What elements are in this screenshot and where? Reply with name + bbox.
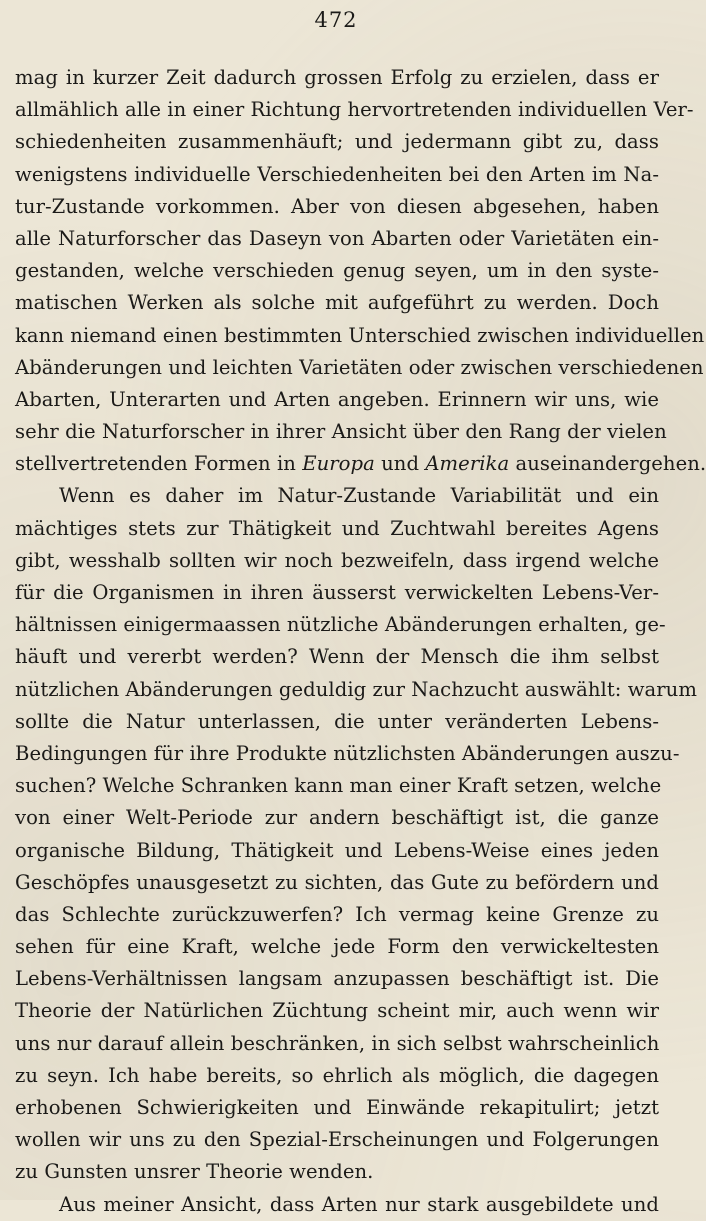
text-line: organische Bildung, Thätigkeit und Lebens-Weise eines jeden bbox=[15, 838, 659, 862]
italic-place-name: Amerika bbox=[425, 452, 510, 476]
text-line: Wenn es daher im Natur-Zustande Variabilität und ein bbox=[59, 484, 659, 508]
text-run: auseinandergehen. bbox=[509, 452, 706, 476]
paragraph-2 bbox=[15, 480, 697, 1188]
text-line: zu seyn. Ich habe bereits, so ehrlich als möglich, die dagegen bbox=[15, 1063, 659, 1087]
text-run: stellvertretenden Formen in bbox=[15, 452, 303, 476]
text-line: von einer Welt-Periode zur andern beschäftigt ist, die ganze bbox=[15, 806, 659, 830]
text-line: nützlichen Abänderungen geduldig zur Nachzucht auswählt: warum bbox=[15, 677, 697, 701]
text-run: und bbox=[374, 452, 426, 476]
text-line: wollen wir uns zu den Spezial-Erscheinungen und Folgerungen bbox=[15, 1128, 659, 1152]
text-line: hältnissen einigermaassen nützliche Abänderungen erhalten, ge- bbox=[15, 613, 666, 637]
paragraph-1 bbox=[15, 62, 706, 480]
paragraph-3 bbox=[15, 1189, 659, 1221]
text-line: Theorie der Natürlichen Züchtung scheint mir, auch wenn wir bbox=[15, 999, 659, 1023]
text-line: das Schlechte zurückzuwerfen? Ich vermag keine Grenze zu bbox=[15, 902, 659, 926]
text-line: sehr die Naturforscher in ihrer Ansicht über den Rang der vielen bbox=[15, 420, 667, 444]
text-line: häuft und vererbt werden? Wenn der Mensch die ihm selbst bbox=[15, 645, 659, 669]
text-line: schiedenheiten zusammenhäuft; und jedermann gibt zu, dass bbox=[15, 130, 659, 154]
text-line-final bbox=[15, 448, 706, 480]
text-line: Abänderungen und leichten Varietäten oder zwischen verschiedenen bbox=[15, 355, 704, 379]
text-line: Aus meiner Ansicht, dass Arten nur stark ausgebildete und bbox=[59, 1192, 659, 1216]
body-text bbox=[15, 62, 706, 1221]
text-line: gestanden, welche verschieden genug seyen, um in den syste- bbox=[15, 259, 659, 283]
text-line: zu Gunsten unsrer Theorie wenden. bbox=[15, 1160, 374, 1184]
italic-place-name: Europa bbox=[302, 452, 375, 476]
page-number: 472 bbox=[314, 8, 358, 32]
text-line: mächtiges stets zur Thätigkeit und Zuchtwahl bereites Agens bbox=[15, 516, 659, 540]
text-line: suchen? Welche Schranken kann man einer Kraft setzen, welche bbox=[15, 774, 662, 798]
text-line: gibt, wesshalb sollten wir noch bezweifeln, dass irgend welche bbox=[15, 548, 659, 572]
text-line: für die Organismen in ihren äusserst verwickelten Lebens-Ver- bbox=[15, 581, 659, 604]
text-line: Bedingungen für ihre Produkte nützlichsten Abänderungen auszu- bbox=[15, 741, 680, 765]
text-line: tur-Zustande vorkommen. Aber von diesen abgesehen, haben bbox=[15, 194, 659, 218]
text-line: wenigstens individuelle Verschiedenheiten bei den Arten im Na- bbox=[15, 162, 659, 186]
text-line: allmählich alle in einer Richtung hervortretenden individuellen Ver- bbox=[15, 98, 694, 122]
text-line: sehen für eine Kraft, welche jede Form den verwickeltesten bbox=[15, 935, 659, 959]
text-line: uns nur darauf allein beschränken, in sich selbst wahrscheinlich bbox=[15, 1031, 660, 1055]
text-line: matischen Werken als solche mit aufgeführt zu werden. Doch bbox=[15, 291, 659, 315]
text-line: sollte die Natur unterlassen, die unter veränderten Lebens- bbox=[15, 709, 659, 733]
text-line: erhobenen Schwierigkeiten und Einwände rekapitulirt; jetzt bbox=[15, 1096, 659, 1119]
text-line: mag in kurzer Zeit dadurch grossen Erfolg zu erzielen, dass er bbox=[15, 66, 659, 89]
text-line: Lebens-Verhältnissen langsam anzupassen beschäftigt ist. Die bbox=[15, 967, 659, 991]
text-line: Geschöpfes unausgesetzt zu sichten, das Gute zu befördern und bbox=[15, 870, 659, 894]
text-line: kann niemand einen bestimmten Unterschied zwischen individuellen bbox=[15, 323, 705, 347]
text-line: Abarten, Unterarten und Arten angeben. Erinnern wir uns, wie bbox=[15, 387, 659, 411]
text-line: alle Naturforscher das Daseyn von Abarten oder Varietäten ein- bbox=[15, 226, 659, 250]
